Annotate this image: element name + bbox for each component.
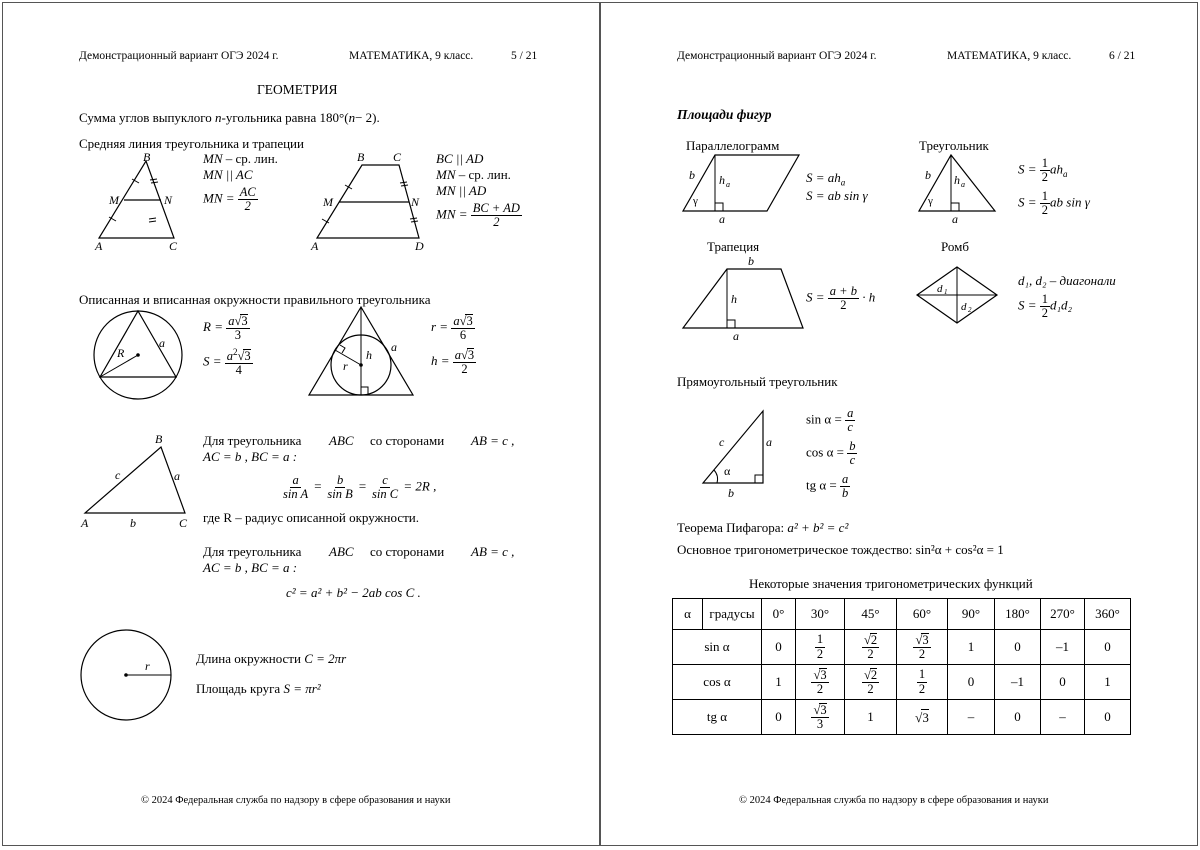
trig-values-table — [672, 598, 1131, 735]
deg-cell: 360° — [1085, 599, 1131, 630]
pythagoras: Теорема Пифагора: a² + b² = c² — [677, 520, 849, 535]
svg-text:h: h — [731, 292, 737, 306]
svg-text:γ: γ — [928, 195, 933, 207]
footer: © 2024 Федеральная служба по надзору в сфере образования и науки — [739, 795, 1049, 806]
value-cell: √3 — [897, 700, 948, 735]
table-row — [673, 630, 1131, 665]
triangle-title: Треугольник — [919, 138, 989, 153]
right-triangle-figure — [697, 403, 787, 499]
value-cell: 0 — [995, 700, 1041, 735]
svg-text:a: a — [733, 329, 739, 343]
sines-sides: AC = b , BC = a : — [203, 449, 298, 464]
value-cell: 0 — [762, 630, 796, 665]
inscribed-circle-figure — [305, 305, 417, 397]
table-row — [673, 665, 1131, 700]
r-formula: r = $\frac{a√3}{6}$ — [431, 314, 473, 343]
table-row — [673, 700, 1131, 735]
cosines-sides: AC = b , BC = a : — [203, 560, 298, 575]
S-equilateral-formula: S = $\frac{a^2√3}{4}$ — [203, 347, 251, 378]
svg-text:a: a — [766, 435, 772, 449]
svg-text:1: 1 — [944, 288, 948, 296]
value-cell: $\frac{√3}{2}$ — [796, 665, 845, 700]
tri-midline-formula: MN = $\frac{AC}{2}$ — [203, 185, 256, 214]
header-left: Демонстрационный вариант ОГЭ 2024 г. — [79, 50, 279, 62]
circumference: Длина окружности C = 2πr — [196, 651, 347, 666]
law-of-sines: $\frac{a}{\text{sin A}}$ = $\frac{b}{\text{sin B}}$ = $\frac{c}{\text{sin C}}$ = 2R , — [283, 473, 437, 502]
trapezoid-area: S = $\frac{a + b}{2}$ · h — [806, 284, 876, 313]
value-cell: $\frac{√3}{3}$ — [796, 700, 845, 735]
rhombus-figure — [915, 265, 999, 327]
value-cell: 0 — [762, 700, 796, 735]
svg-text:2: 2 — [968, 306, 972, 314]
svg-text:b: b — [748, 254, 754, 268]
svg-text:M: M — [323, 195, 333, 209]
general-triangle-figure — [77, 429, 197, 533]
rhombus-area: S = $\frac{1}{2}$ d₁d₂ — [1018, 292, 1073, 321]
header-left: Демонстрационный вариант ОГЭ 2024 г. — [677, 50, 877, 62]
svg-text:B: B — [155, 432, 163, 446]
section-title: ГЕОМЕТРИЯ — [257, 82, 338, 97]
svg-text:c: c — [115, 468, 121, 482]
header-center: МАТЕМАТИКА, 9 класс. — [349, 50, 474, 62]
svg-text:C: C — [179, 516, 188, 530]
function-name-cell: cos α — [673, 665, 762, 700]
trig-identity: Основное тригонометрическое тождество: sin²α + cos²α = 1 — [677, 542, 1004, 557]
svg-text:D: D — [415, 239, 424, 253]
R-formula: R = $\frac{a√3}{3}$ — [203, 314, 248, 343]
svg-text:a: a — [159, 336, 165, 350]
svg-text:R: R — [117, 346, 125, 360]
value-cell: – — [948, 700, 995, 735]
value-cell: 1 — [1085, 665, 1131, 700]
tri-midline-def: MN – ср. лин. — [203, 151, 278, 166]
deg-cell: 270° — [1041, 599, 1085, 630]
value-cell: $\frac{1}{2}$ — [796, 630, 845, 665]
value-cell: –1 — [995, 665, 1041, 700]
svg-text:a: a — [174, 469, 180, 483]
value-cell: $\frac{√2}{2}$ — [845, 630, 897, 665]
svg-text:r: r — [145, 659, 150, 673]
midline-title: Средняя линия треугольника и трапеции — [79, 136, 304, 151]
value-cell: 0 — [948, 665, 995, 700]
svg-text:r: r — [343, 359, 348, 373]
svg-text:A: A — [311, 239, 319, 253]
svg-text:N: N — [411, 195, 420, 209]
trapezoid-title: Трапеция — [707, 239, 760, 254]
circumradius-note: где R – радиус описанной окружности. — [203, 510, 419, 525]
deg-cell: 0° — [762, 599, 796, 630]
triangle-area-2: S = $\frac{1}{2}$ ab sin γ — [1018, 189, 1090, 218]
svg-text:A: A — [81, 516, 89, 530]
alpha-header: α — [673, 599, 703, 630]
parallelogram-area-2: S = ab sin γ — [806, 188, 868, 203]
value-cell: $\frac{√3}{2}$ — [897, 630, 948, 665]
h-formula: h = $\frac{a√3}{2}$ — [431, 348, 475, 377]
svg-text:b: b — [689, 168, 695, 182]
svg-text:a: a — [952, 212, 958, 225]
right-triangle-title: Прямоугольный треугольник — [677, 374, 838, 389]
svg-text:c: c — [719, 435, 725, 449]
deg-cell: 60° — [897, 599, 948, 630]
degrees-header: градусы — [703, 599, 762, 630]
midline-trapezoid-figure — [307, 149, 431, 253]
deg-cell: 90° — [948, 599, 995, 630]
svg-text:a: a — [391, 340, 397, 354]
value-cell: 0 — [995, 630, 1041, 665]
svg-text:h: h — [366, 348, 372, 362]
svg-text:b: b — [130, 516, 136, 530]
deg-cell: 45° — [845, 599, 897, 630]
svg-text:C: C — [393, 150, 402, 164]
areas-title: Площади фигур — [677, 107, 772, 122]
page-number: 6 / 21 — [1109, 50, 1136, 62]
value-cell: 0 — [1085, 630, 1131, 665]
circle-area: Площадь круга S = πr² — [196, 681, 321, 696]
header-center: МАТЕМАТИКА, 9 класс. — [947, 50, 1072, 62]
table-title: Некоторые значения тригонометрических функций — [749, 576, 1033, 591]
trap-midline-parallel: MN || AD — [436, 183, 487, 198]
footer: © 2024 Федеральная служба по надзору в сфере образования и науки — [141, 795, 451, 806]
function-name-cell: tg α — [673, 700, 762, 735]
cos-def: cos α = $\frac{b}{c}$ — [806, 439, 856, 468]
svg-text:d: d — [961, 301, 967, 313]
circles-title: Описанная и вписанная окружности правильного треугольника — [79, 292, 431, 307]
sin-def: sin α = $\frac{a}{c}$ — [806, 406, 854, 435]
value-cell: – — [1041, 700, 1085, 735]
svg-text:b: b — [728, 486, 734, 499]
triangle-area-1: S = $\frac{1}{2}$ $ah_a$ — [1018, 156, 1068, 185]
svg-text:a: a — [719, 212, 725, 225]
rhombus-title: Ромб — [941, 239, 969, 254]
trap-midline-formula: MN = $\frac{BC + AD}{2}$ — [436, 201, 520, 230]
parallelogram-figure — [679, 153, 805, 225]
deg-cell: 30° — [796, 599, 845, 630]
rhombus-diagonals: d₁, d₂ – диагонали — [1018, 273, 1116, 288]
svg-text:α: α — [724, 464, 731, 478]
parallelogram-area-1: $S = ah_a$ — [806, 170, 846, 188]
value-cell: $\frac{√2}{2}$ — [845, 665, 897, 700]
svg-text:h: h — [954, 173, 960, 187]
value-cell: 1 — [845, 700, 897, 735]
svg-text:a: a — [961, 180, 965, 189]
value-cell: –1 — [1041, 630, 1085, 665]
law-of-cosines: c² = a² + b² − 2ab cos C . — [286, 585, 421, 600]
value-cell: 0 — [1041, 665, 1085, 700]
tg-def: tg α = $\frac{a}{b}$ — [806, 472, 849, 501]
page-right — [600, 2, 1198, 846]
trap-midline-def: MN – ср. лин. — [436, 167, 511, 182]
svg-text:a: a — [726, 180, 730, 189]
value-cell: 0 — [1085, 700, 1131, 735]
label-A: A — [95, 239, 103, 253]
label-C: C — [169, 239, 178, 253]
label-N: N — [164, 193, 173, 207]
triangle-area-figure — [917, 153, 1001, 225]
tri-parallel: MN || AC — [203, 167, 253, 182]
label-B: B — [143, 150, 151, 164]
parallelogram-title: Параллелограмм — [686, 138, 780, 153]
value-cell: 1 — [762, 665, 796, 700]
label-M: M — [109, 193, 119, 207]
midline-triangle-figure — [89, 149, 189, 253]
page-left — [2, 2, 600, 846]
svg-text:B: B — [357, 150, 365, 164]
value-cell: $\frac{1}{2}$ — [897, 665, 948, 700]
svg-text:b: b — [925, 168, 931, 182]
table-header-row — [673, 599, 1131, 630]
svg-text:d: d — [937, 283, 943, 295]
angle-sum-text: Сумма углов выпуклого n-угольника равна 180°(n− 2). — [79, 110, 380, 125]
trap-parallel: BC || AD — [436, 151, 484, 166]
cosines-intro: Для треугольника ABC со сторонами AB = c , — [203, 544, 515, 559]
circumscribed-circle-figure — [91, 307, 189, 405]
sines-intro: Для треугольника ABC со сторонами AB = c , — [203, 433, 515, 448]
trapezoid-area-figure — [681, 253, 807, 343]
value-cell: 1 — [948, 630, 995, 665]
function-name-cell: sin α — [673, 630, 762, 665]
circle-figure — [79, 627, 179, 727]
svg-text:γ: γ — [693, 195, 698, 207]
deg-cell: 180° — [995, 599, 1041, 630]
svg-text:h: h — [719, 173, 725, 187]
page-number: 5 / 21 — [511, 50, 538, 62]
